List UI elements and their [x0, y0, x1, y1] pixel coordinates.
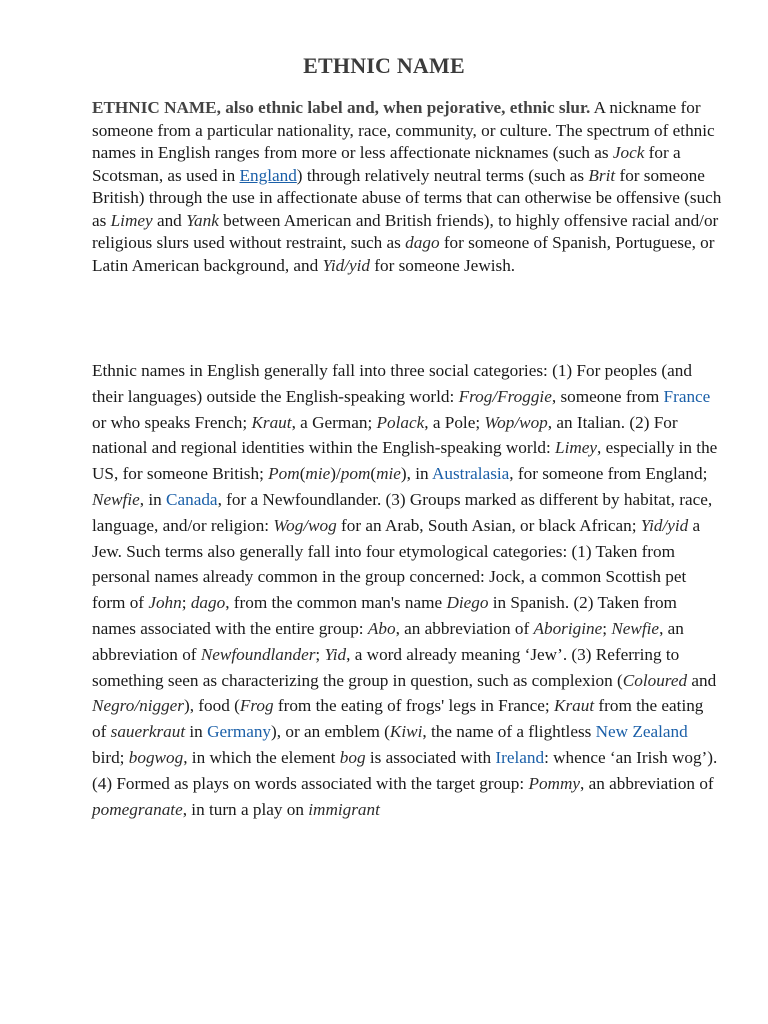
- text-run: for a Scotsman, as used in: [92, 143, 681, 185]
- paragraph-categories: [92, 358, 722, 822]
- text-run: from the eating of: [92, 696, 704, 742]
- text-run: for an Arab, South Asian, or black African;: [336, 515, 641, 535]
- text-run: , for a Newfoundlander. (3) Groups marked as different by habitat, race, language, and/or religion:: [92, 489, 713, 535]
- text-run: , a German;: [291, 412, 377, 432]
- text-run: ), or an emblem (: [271, 722, 390, 742]
- text-run: , an abbreviation of: [395, 618, 534, 638]
- italic-term: bog: [339, 747, 366, 767]
- link-australasia[interactable]: Australasia: [431, 464, 510, 484]
- text-run: , an Italian. (2) For national and regional identities within the English-speaking world:: [92, 412, 678, 458]
- text-run: , in: [139, 489, 167, 509]
- text-run: ;: [181, 593, 191, 613]
- text-run: , someone from: [551, 386, 664, 406]
- italic-term: Pommy: [528, 773, 580, 793]
- italic-term: pomegranate: [92, 799, 183, 819]
- text-run: , an abbreviation of: [580, 773, 714, 793]
- text-run: is associated with: [365, 747, 496, 767]
- italic-term: Wog/wog: [273, 515, 337, 535]
- text-run: , especially in the US, for someone British;: [92, 438, 718, 484]
- link-new-zealand[interactable]: New Zealand: [595, 722, 688, 742]
- italic-term: Diego: [446, 593, 489, 613]
- text-run: , in turn a play on: [182, 799, 309, 819]
- text-run: for someone of Spanish, Portuguese, or Latin American background, and: [92, 233, 715, 275]
- italic-term: Pom: [268, 464, 300, 484]
- italic-term: Polack: [376, 412, 425, 432]
- lead-term: ETHNIC NAME, also ethnic label and, when pejorative, ethnic slur.: [92, 98, 591, 117]
- text-run: , from the common man's name: [225, 593, 447, 613]
- italic-term: Abo: [367, 618, 396, 638]
- paragraph-definition: [92, 97, 722, 277]
- page-title: ETHNIC NAME: [303, 53, 465, 78]
- link-ireland[interactable]: Ireland: [495, 747, 545, 767]
- italic-term: Frog: [239, 696, 274, 716]
- italic-term: Yid: [324, 644, 347, 664]
- text-run: : whence ‘an Irish wog’). (4) Formed as plays on words associated with the target group:: [92, 747, 718, 793]
- italic-term: Newfoundlander: [200, 644, 316, 664]
- text-run: ) through relatively neutral terms (such as: [296, 165, 589, 185]
- text-run: ), food (: [183, 696, 240, 716]
- italic-term: pom: [340, 464, 371, 484]
- text-run: ;: [602, 618, 612, 638]
- italic-term: Aborigine: [533, 618, 603, 638]
- italic-term: mie: [376, 464, 401, 484]
- text-run: , a Pole;: [424, 412, 485, 432]
- italic-term: Yid/yid: [322, 255, 370, 275]
- italic-term: Wop/wop: [484, 412, 548, 432]
- text-run: and: [687, 670, 717, 690]
- link-germany[interactable]: Germany: [207, 722, 272, 742]
- text-run: (: [370, 464, 377, 484]
- italic-term: dago: [405, 233, 440, 252]
- italic-term: dago: [190, 593, 226, 613]
- text-run: a Jew. Such terms also generally fall into four etymological categories: (1) Taken from personal names already common in the group concerned: Jock, a common Scottish pet form of: [92, 515, 701, 613]
- link-canada[interactable]: Canada: [166, 489, 218, 509]
- italic-term: mie: [305, 464, 331, 484]
- text-run: for someone British) through the use in affectionate abuse of terms that can otherwise be offensive (such as: [92, 165, 722, 230]
- text-run: or who speaks French;: [92, 412, 252, 432]
- italic-term: Kraut: [251, 412, 292, 432]
- link-england[interactable]: England: [239, 165, 297, 185]
- text-run: , for someone from England;: [509, 464, 708, 484]
- text-run: , a word already meaning ‘Jew’. (3) Referring to something seen as characterizing the group in question, such as complexion (: [92, 644, 680, 690]
- italic-term: Coloured: [622, 670, 688, 690]
- text-run: in: [185, 722, 208, 742]
- text-run: (: [299, 464, 306, 484]
- italic-term: John: [148, 593, 182, 613]
- link-france[interactable]: France: [663, 386, 711, 406]
- text-run: bird;: [92, 747, 129, 767]
- text-run: ), in: [400, 464, 432, 484]
- italic-term: Kraut: [553, 696, 595, 716]
- text-run: ;: [315, 644, 325, 664]
- italic-term: Limey: [110, 210, 153, 230]
- italic-term: Brit: [588, 165, 616, 185]
- italic-term: immigrant: [308, 799, 380, 819]
- text-run: A nickname for someone from a particular nationality, race, community, or culture. The spectrum of ethnic names in English ranges from more or less affectionate nicknames (such as: [92, 98, 715, 162]
- text-run: , in which the element: [183, 747, 340, 767]
- italic-term: Negro/nigger: [92, 696, 184, 716]
- italic-term: Newfie: [92, 489, 140, 509]
- text-run: , the name of a flightless: [422, 722, 596, 742]
- text-run: )/: [330, 464, 341, 484]
- italic-term: Kiwi: [389, 722, 423, 742]
- text-run: for someone Jewish.: [369, 255, 516, 275]
- italic-term: Jock: [612, 143, 645, 162]
- italic-term: sauerkraut: [110, 722, 186, 742]
- text-run: and: [152, 210, 187, 230]
- text-run: , an abbreviation of: [92, 618, 684, 664]
- italic-term: Yank: [186, 210, 219, 230]
- text-run: from the eating of frogs' legs in France;: [273, 696, 554, 716]
- italic-term: Frog/Froggie: [458, 386, 552, 406]
- italic-term: bogwog: [128, 747, 184, 767]
- italic-term: Yid/yid: [640, 515, 689, 535]
- text-run: between American and British friends), to highly offensive racial and/or religious slurs used without restraint, such as: [92, 210, 719, 252]
- text-run: Ethnic names in English generally fall into three social categories: (1) For peoples (and their languages) outside the English-speaking world:: [92, 361, 692, 406]
- italic-term: Limey: [555, 438, 598, 458]
- text-run: in Spanish. (2) Taken from names associated with the entire group:: [92, 593, 677, 638]
- italic-term: Newfie: [611, 618, 660, 638]
